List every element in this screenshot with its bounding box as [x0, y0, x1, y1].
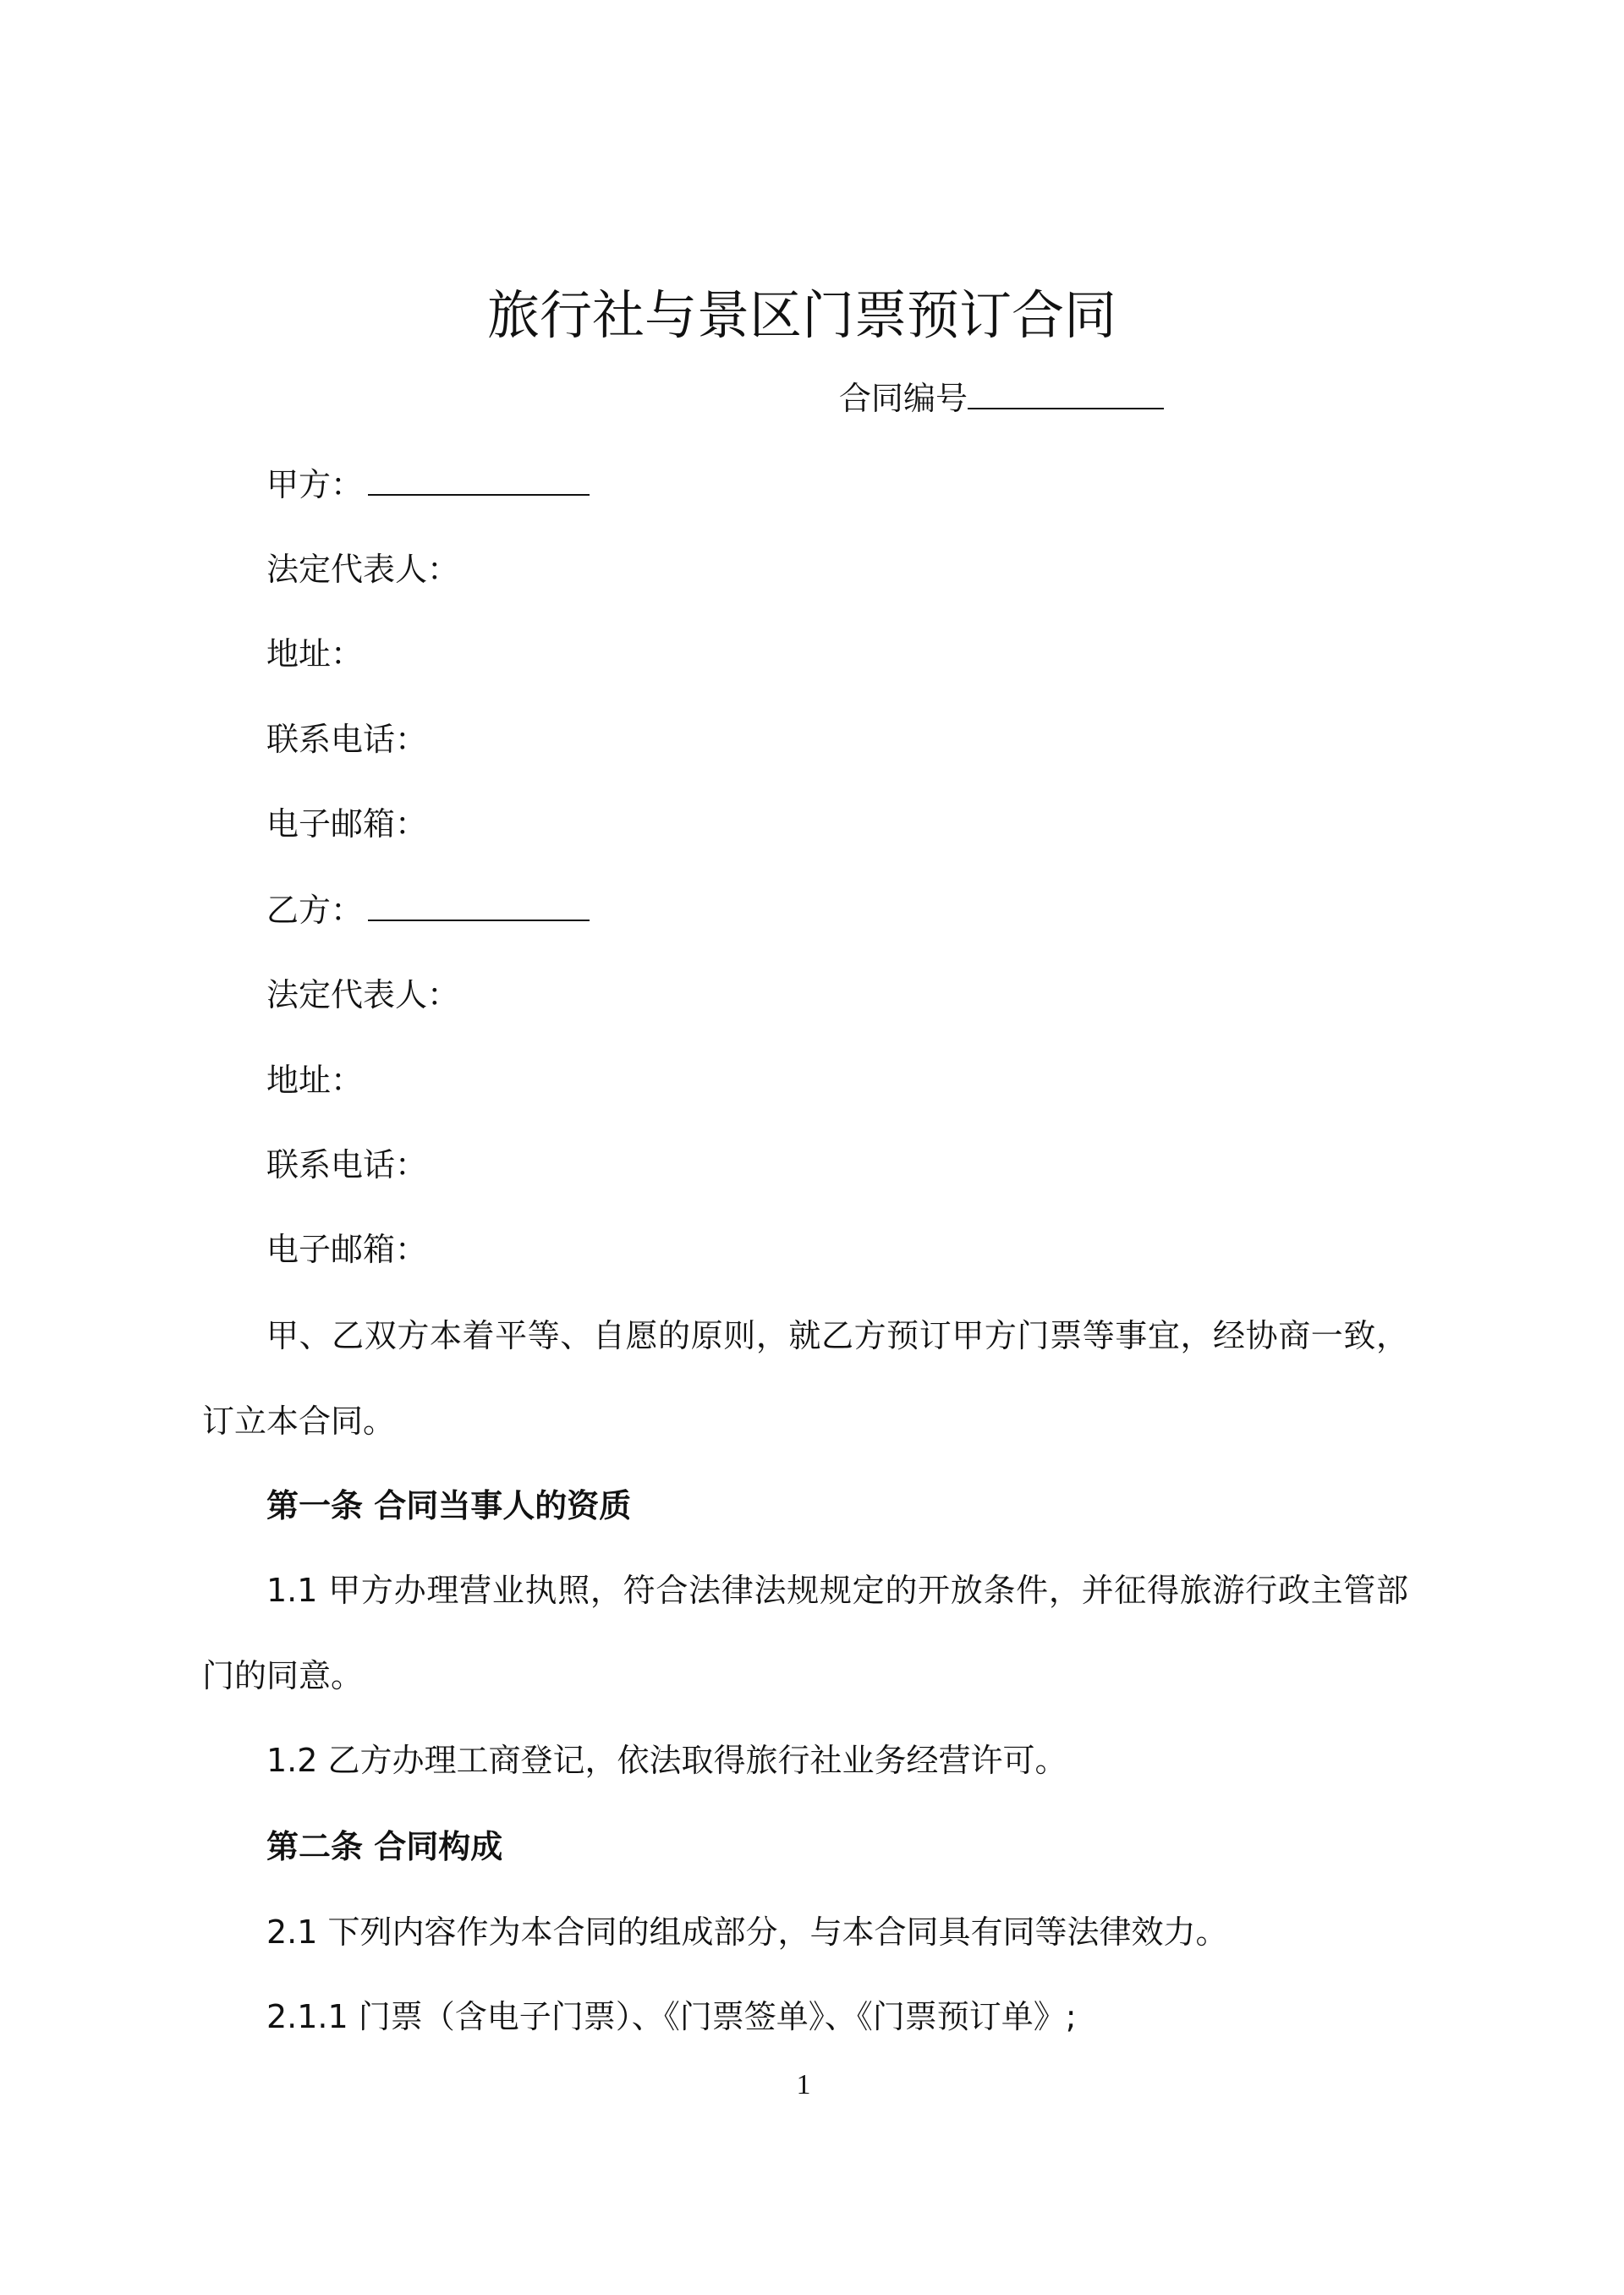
contract-number-field — [839, 380, 1164, 417]
article-1-heading: 第一条 合同当事人的资质 — [266, 1487, 632, 1524]
party-b-field — [266, 892, 590, 929]
clause-2-1: 2.1 下列内容作为本合同的组成部分，与本合同具有同等法律效力。 — [266, 1913, 1228, 1951]
party-b-email: 电子邮箱： — [266, 1231, 428, 1268]
party-a-phone: 联系电话： — [266, 721, 428, 758]
party-a-label: 甲方： — [266, 466, 364, 503]
party-a-blank — [368, 469, 590, 496]
party-a-address: 地址： — [266, 635, 364, 673]
party-b-blank — [368, 894, 590, 921]
party-a-email: 电子邮箱： — [266, 805, 428, 843]
clause-2-1-1: 2.1.1 门票（含电子门票）、《门票签单》、《门票预订单》; — [266, 1998, 1077, 2035]
article-2-heading: 第二条 合同构成 — [266, 1828, 503, 1865]
clause-1-2: 1.2 乙方办理工商登记，依法取得旅行社业务经营许可。 — [266, 1742, 1067, 1779]
page-number: 1 — [796, 2069, 811, 2100]
party-b-label: 乙方： — [266, 892, 364, 929]
party-b-address: 地址： — [266, 1062, 364, 1099]
preamble-line-2: 订立本合同。 — [202, 1403, 396, 1440]
preamble-line-1: 甲、乙双方本着平等、自愿的原则，就乙方预订甲方门票等事宜，经协商一致， — [266, 1317, 1408, 1354]
party-b-phone: 联系电话： — [266, 1146, 428, 1183]
contract-number-blank — [968, 382, 1164, 409]
party-a-rep: 法定代表人： — [266, 551, 460, 588]
document-title: 旅行社与景区门票预订合同 — [486, 284, 1116, 346]
clause-1-1-line-2: 门的同意。 — [202, 1657, 364, 1694]
clause-1-1-line-1: 1.1 甲方办理营业执照，符合法律法规规定的开放条件，并征得旅游行政主管部 — [266, 1572, 1408, 1609]
party-a-field — [266, 466, 590, 503]
contract-number-label: 合同编号 — [839, 380, 968, 417]
party-b-rep: 法定代表人： — [266, 976, 460, 1013]
